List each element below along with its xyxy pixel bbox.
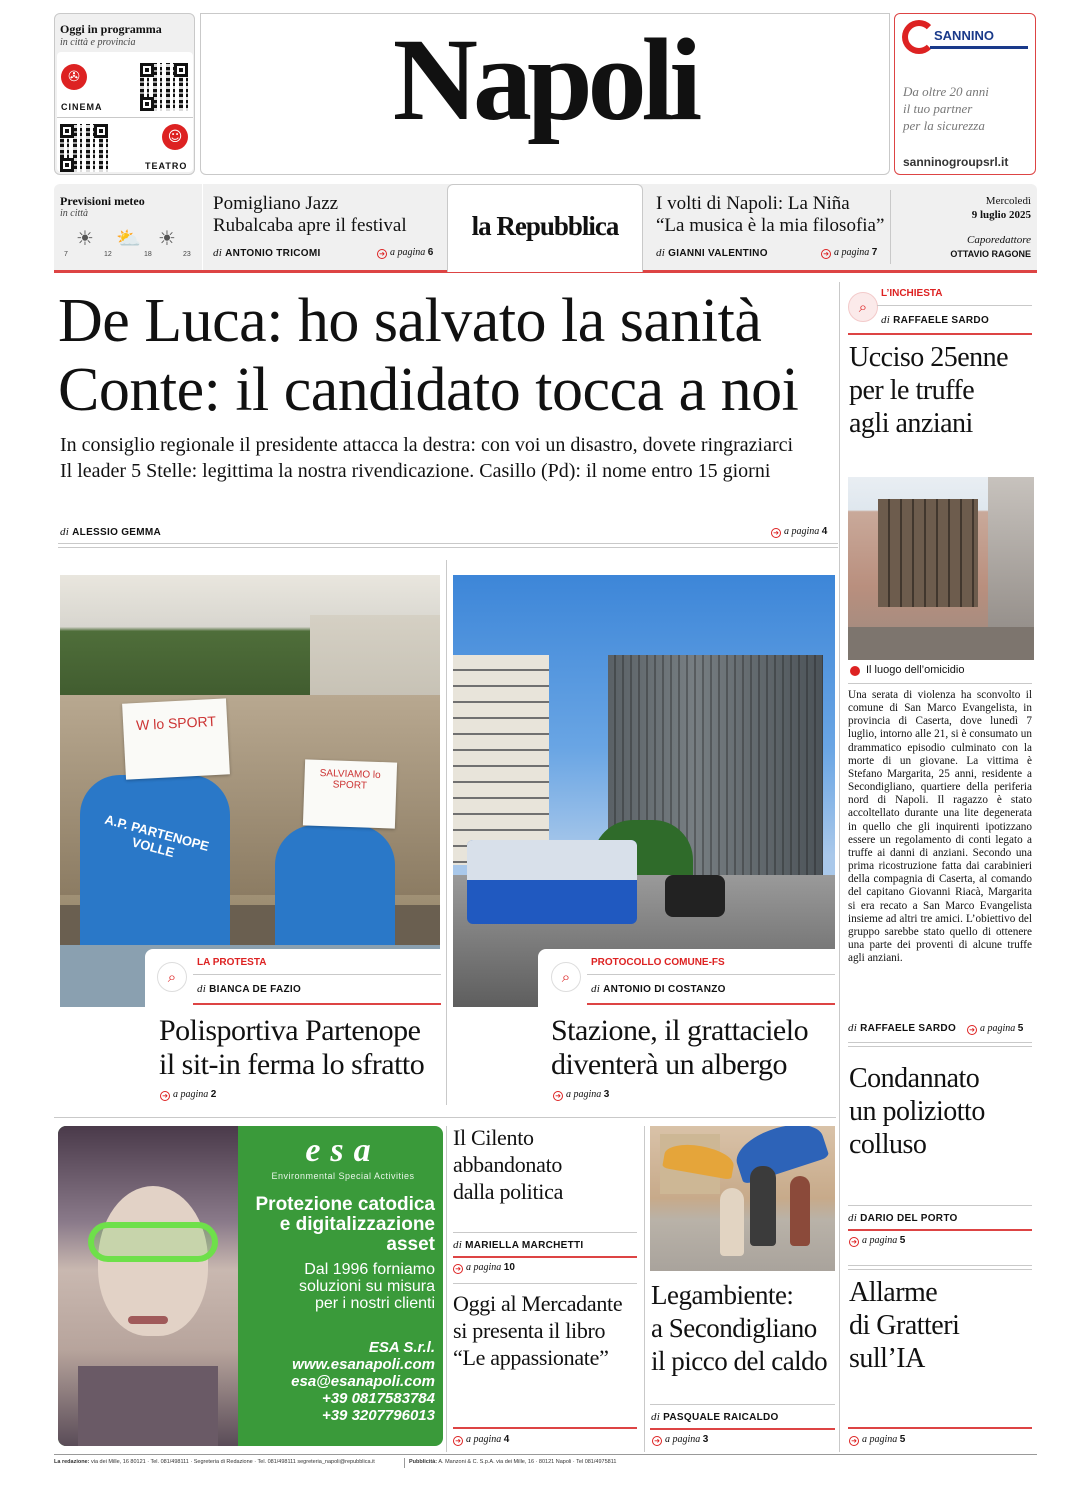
search-icon: ⌕ — [157, 962, 187, 992]
inchiesta-kicker: L’INCHIESTA — [881, 288, 943, 299]
protest-byline: di BIANCA DE FAZIO — [197, 983, 302, 995]
lead-sub-1: In consiglio regionale il presidente attacca la destra: con voi un disastro, dovete ringraziarci — [60, 434, 794, 456]
footer-redazione: La redazione: via dei Mille, 16 80121 · Tel. 081/498111 · Segreteria di Redazione · Tel. 081/498111 segreteria_napoli@repubblica.it — [54, 1459, 375, 1465]
gratteri-title-1[interactable]: Allarme — [849, 1277, 938, 1308]
esa-email[interactable]: esa@esanapoli.com — [291, 1373, 435, 1390]
esa-logo-sub: Environmental Special Activities — [271, 1171, 415, 1181]
cilento-title-2[interactable]: abbandonato — [453, 1152, 563, 1177]
poliziotto-title-3[interactable]: colluso — [849, 1129, 927, 1160]
sannino-logo — [900, 18, 1030, 56]
station-title-1[interactable]: Stazione, il grattacielo — [551, 1014, 809, 1047]
crime-scene-photo — [848, 477, 1034, 660]
inchiesta-caption: Il luogo dell’omicidio — [866, 664, 965, 676]
station-photo — [453, 575, 835, 1007]
meteo-hour: 23 — [183, 251, 191, 258]
protest-kicker: LA PROTESTA — [197, 957, 267, 968]
arrow-icon: ➜ — [821, 249, 831, 259]
arrow-icon: ➜ — [652, 1436, 662, 1446]
inchiesta-body-byline: di RAFFAELE SARDO — [848, 1022, 957, 1034]
esa-company: ESA S.r.l. — [368, 1339, 435, 1356]
teaser-2-title[interactable]: I volti di Napoli: La Niña — [656, 193, 850, 214]
programma-sub: in città e provincia — [60, 37, 136, 48]
sannino-url[interactable]: sanninogroupsrl.it — [903, 155, 1009, 169]
protest-title-2[interactable]: il sit-in ferma lo sfratto — [159, 1048, 425, 1081]
station-kicker: PROTOCOLLO COMUNE-FS — [591, 957, 725, 968]
arrow-icon: ➜ — [967, 1025, 977, 1035]
teatro-qr-code[interactable] — [60, 124, 108, 172]
sannino-slogan-3: per la sicurezza — [903, 118, 985, 133]
teaser-1-sub[interactable]: Rubalcaba apre il festival — [213, 215, 407, 236]
blue-shirt — [80, 775, 230, 945]
blue-shirt — [275, 825, 395, 955]
lead-byline: di ALESSIO GEMMA — [60, 526, 162, 538]
mercadante-title-1[interactable]: Oggi al Mercadante — [453, 1291, 623, 1316]
cinema-icon[interactable]: ✇ — [61, 64, 87, 90]
heat-photo — [650, 1126, 835, 1271]
protest-page[interactable]: ➜ a pagina 2 — [160, 1089, 216, 1101]
protest-photo — [60, 575, 440, 1007]
sannino-slogan-2: il tuo partner — [903, 101, 973, 116]
esa-logo: esa — [305, 1132, 381, 1169]
cilento-page[interactable]: ➜ a pagina 10 — [453, 1262, 515, 1274]
mercadante-title-2[interactable]: si presenta il libro — [453, 1318, 606, 1343]
mercadante-title-3[interactable]: “Le appassionate” — [453, 1345, 609, 1370]
teatro-icon[interactable]: ☺ — [162, 124, 188, 150]
sannino-brand: SANNINO — [934, 28, 994, 43]
station-page[interactable]: ➜ a pagina 3 — [553, 1089, 609, 1101]
station-byline: di ANTONIO DI COSTANZO — [591, 983, 726, 995]
sun-icon: ☀ — [76, 226, 94, 250]
gratteri-page[interactable]: ➜ a pagina 5 — [849, 1434, 905, 1446]
esa-headline-1: Protezione catodica — [255, 1194, 435, 1215]
search-icon: ⌕ — [551, 962, 581, 992]
arrow-icon: ➜ — [771, 528, 781, 538]
legambiente-title-3[interactable]: il picco del caldo — [651, 1346, 828, 1376]
protest-sign-1: W lo SPORT — [135, 712, 217, 734]
teaser-2-page[interactable]: ➜ a pagina 7 — [821, 247, 877, 259]
arrow-icon: ➜ — [849, 1237, 859, 1247]
capo-name: OTTAVIO RAGONE — [950, 249, 1031, 259]
meteo-title: Previsioni meteo — [60, 194, 145, 208]
protest-kicker-box — [145, 949, 443, 1009]
lead-page[interactable]: ➜ a pagina 4 — [771, 526, 827, 538]
legambiente-byline: di PASQUALE RAICALDO — [651, 1411, 779, 1423]
date-day: Mercoledì — [985, 195, 1031, 207]
teaser-1-title[interactable]: Pomigliano Jazz — [213, 193, 339, 214]
footer-pubblicita: Pubblicità: A. Manzoni & C. S.p.A. via dei Mille, 16 · 80121 Napoli · Tel 081/4975811 — [409, 1459, 617, 1465]
esa-ad-artwork — [58, 1126, 238, 1446]
meteo-hour: 12 — [104, 251, 112, 258]
arrow-icon: ➜ — [453, 1436, 463, 1446]
poliziotto-byline: di DARIO DEL PORTO — [848, 1212, 958, 1224]
gratteri-title-2[interactable]: di Gratteri — [849, 1310, 960, 1341]
poliziotto-title-2[interactable]: un poliziotto — [849, 1096, 985, 1127]
lead-title-1[interactable]: De Luca: ho salvato la sanità — [58, 287, 762, 355]
arrow-icon: ➜ — [160, 1091, 170, 1101]
arrow-icon: ➜ — [553, 1091, 563, 1101]
cilento-title-1[interactable]: Il Cilento — [453, 1125, 534, 1150]
inchiesta-title-1[interactable]: Ucciso 25enne — [849, 342, 1009, 373]
cinema-label[interactable]: CINEMA — [61, 102, 103, 112]
teaser-1-page[interactable]: ➜ a pagina 6 — [377, 247, 433, 259]
esa-headline-3: asset — [386, 1234, 435, 1255]
date: 9 luglio 2025 — [971, 209, 1031, 221]
protest-sign-2: SALVIAMO lo SPORT — [319, 767, 381, 792]
esa-ad[interactable] — [58, 1126, 443, 1446]
meteo-sub: in città — [60, 208, 89, 219]
teaser-2-byline: di GIANNI VALENTINO — [656, 247, 768, 259]
sun-icon: ☀ — [158, 226, 176, 250]
umbrella — [730, 1126, 829, 1185]
shirt-print: A.P. PARTENOPE VOLLE — [103, 811, 211, 861]
inchiesta-title-2[interactable]: per le truffe — [849, 375, 975, 406]
esa-body-2: soluzioni su misura — [298, 1278, 435, 1295]
protest-title-1[interactable]: Polisportiva Partenope — [159, 1014, 421, 1047]
teaser-1-byline: di ANTONIO TRICOMI — [213, 247, 321, 259]
esa-body-3: per i nostri clienti — [314, 1295, 435, 1312]
poliziotto-title-1[interactable]: Condannato — [849, 1063, 980, 1094]
legambiente-title-1[interactable]: Legambiente: — [651, 1280, 794, 1310]
cilento-byline: di MARIELLA MARCHETTI — [453, 1239, 584, 1251]
sannino-slogan-1: Da oltre 20 anni — [903, 84, 989, 99]
esa-phone-1[interactable]: +39 0817583784 — [321, 1390, 435, 1407]
programma-title: Oggi in programma — [60, 22, 162, 36]
mercadante-page[interactable]: ➜ a pagina 4 — [453, 1434, 509, 1446]
meteo-hour: 7 — [64, 251, 68, 258]
pin-icon — [850, 666, 860, 676]
lead-sub-2: Il leader 5 Stelle: legittima la nostra rivendicazione. Casillo (Pd): il nome entro 15 giorni — [60, 460, 771, 482]
car — [665, 875, 725, 917]
arrow-icon: ➜ — [849, 1436, 859, 1446]
esa-body-1: Dal 1996 forniamo — [304, 1261, 435, 1278]
esa-phone-2[interactable]: +39 3207796013 — [321, 1407, 435, 1424]
inchiesta-body: Una serata di violenza ha sconvolto il comune di San Marco Evangelista, in provincia di Caserta, dove lunedì 7 luglio, intorno alle 21, si è consumato un drammatico episodio culminato con la morte di un giovane. La vittima è Stefano Margarita, 25 anni, residente a Secondigliano, quartiere della periferia nord di Napoli. Il ragazzo è stato accoltellato durante una lite degenerata in quello che gli inquirenti ipotizzano essere un regolamento di conti legato a truffe ai danni di anziani. Secondo una prima ricostruzione fatta dai carabinieri della compagnia di Caserta, al comando del capitano Giovanni Riacà, Margarita si era recato a San Marco Evangelista insieme ad altri tre amici. L’obiettivo del gruppo sarebbe stato quello di ottenere una parte dei proventi di alcune truffe agli anziani. — [848, 689, 1032, 965]
lead-title-2[interactable]: Conte: il candidato tocca a noi — [58, 356, 799, 424]
legambiente-page[interactable]: ➜ a pagina 3 — [652, 1434, 708, 1446]
meteo-hour: 18 — [144, 251, 152, 258]
magnifier-icon: ⌕ — [848, 292, 878, 322]
inchiesta-title-3[interactable]: agli anziani — [849, 408, 973, 439]
esa-web[interactable]: www.esanapoli.com — [292, 1356, 435, 1373]
gratteri-title-3[interactable]: sull’IA — [849, 1343, 925, 1374]
inchiesta-byline: di RAFFAELE SARDO — [881, 314, 990, 326]
inchiesta-page[interactable]: ➜ a pagina 5 — [967, 1023, 1023, 1035]
brand-logo: la Repubblica — [471, 211, 619, 241]
partly-cloudy-icon: ⛅ — [116, 226, 141, 250]
station-title-2[interactable]: diventerà un albergo — [551, 1048, 788, 1081]
teaser-2-sub[interactable]: “La musica è la mia filosofia” — [656, 215, 885, 236]
arrow-icon: ➜ — [377, 249, 387, 259]
esa-headline-2: e digitalizzazione — [279, 1214, 435, 1235]
masthead-city: Napoli — [392, 14, 698, 145]
arrow-icon: ➜ — [453, 1264, 463, 1274]
capo-label: Caporedattore — [967, 234, 1031, 246]
cilento-title-3[interactable]: dalla politica — [453, 1179, 564, 1204]
cinema-qr-code[interactable] — [140, 63, 188, 111]
teatro-label[interactable]: TEATRO — [145, 161, 188, 171]
legambiente-title-2[interactable]: a Secondigliano — [651, 1313, 817, 1343]
poliziotto-page[interactable]: ➜ a pagina 5 — [849, 1235, 905, 1247]
